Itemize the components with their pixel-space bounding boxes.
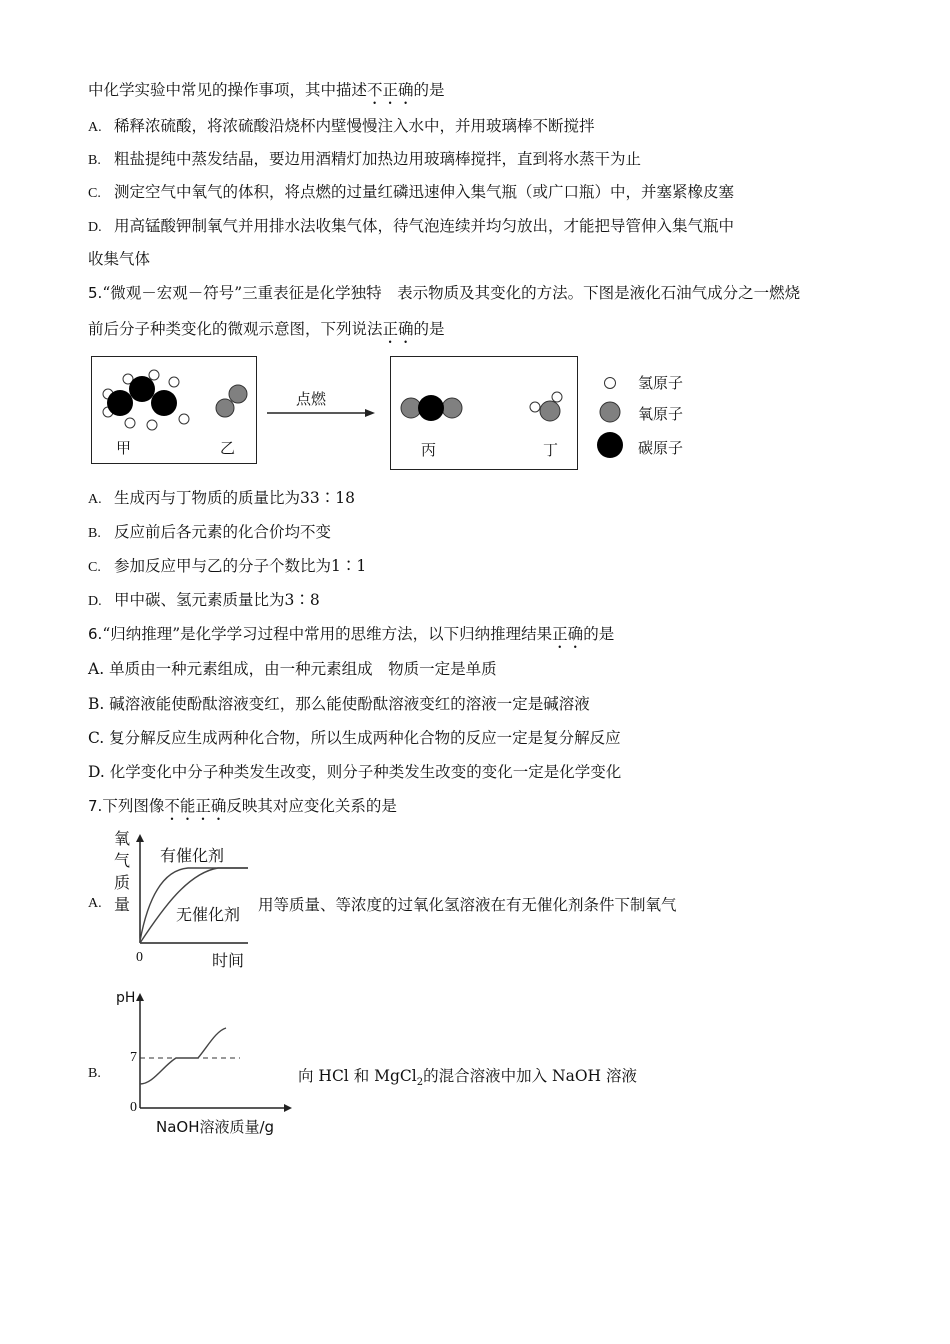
arrow-label: 点燃	[296, 390, 327, 408]
molecule-yi	[216, 385, 247, 417]
q6-number: 6.	[88, 625, 103, 643]
q6-stem: 6.“归纳推理”是化学学习过程中常用的思维方法，以下归纳推理结果正确的是	[88, 625, 615, 643]
chart-b-ylabel: pH	[116, 990, 136, 1006]
q7-chart-b	[108, 986, 298, 1136]
q5-stem-line1: 5.“微观－宏观－符号”三重表征是化学独特 表示物质及其变化的方法。下图是液化石油气成分之一燃烧	[88, 284, 801, 302]
hydrogen-legend-icon	[605, 378, 616, 389]
molecule-ding	[530, 392, 562, 421]
q7-chart-a	[108, 828, 258, 973]
q5-number: 5.	[88, 284, 103, 302]
q4-option-a[interactable]: A. 稀释浓硫酸，将浓硫酸沿烧杯内壁慢慢注入水中，并用玻璃棒不断搅拌	[88, 117, 595, 135]
chart-b-xlabel: NaOH溶液质量/g	[156, 1118, 275, 1136]
hydrogen-atom	[179, 414, 189, 424]
q4-stem-emphasis: 不正确	[367, 81, 414, 99]
label-jia: 甲	[116, 439, 132, 457]
q4-stem-end: 的是	[413, 81, 445, 99]
oxygen-legend-icon	[600, 402, 620, 422]
molecule-jia	[103, 370, 189, 430]
carbon-atom	[129, 376, 155, 402]
q6-stem-emphasis: 正确	[552, 625, 584, 643]
q7-option-a-label[interactable]: A.	[88, 896, 102, 911]
label-ding: 丁	[543, 441, 559, 459]
oxygen-atom	[442, 398, 462, 418]
q5-option-d[interactable]: D. 甲中碳、氢元素质量比为3∶8	[88, 591, 320, 609]
hydrogen-atom	[125, 418, 135, 428]
reactants-box	[91, 356, 257, 464]
q4-stem	[88, 79, 445, 108]
series-with-catalyst: 有催化剂	[160, 846, 225, 865]
q4-option-c[interactable]: C. 测定空气中氧气的体积，将点燃的过量红磷迅速伸入集气瓶（或广口瓶）中，并塞紧橡皮塞	[88, 183, 735, 201]
q5-option-c[interactable]: C. 参加反应甲与乙的分子个数比为1∶1	[88, 557, 367, 575]
q7-option-b-label[interactable]: B.	[88, 1066, 101, 1081]
q7-number: 7.	[88, 797, 103, 815]
q5-stem-line2: 前后分子种类变化的微观示意图，下列说法正确的是	[88, 320, 445, 338]
q7-option-b-text: 向 HCl 和 MgCl$_2$的混合溶液中加入 NaOH 溶液	[298, 1067, 637, 1089]
chart-b-tick-7: 7	[130, 1050, 137, 1065]
chart-b-origin: 0	[130, 1100, 137, 1115]
q4-option-b[interactable]: B. 粗盐提纯中蒸发结晶，要边用酒精灯加热边用玻璃棒搅拌，直到将水蒸干为止	[88, 150, 642, 168]
q6-option-b[interactable]: B. 碱溶液能使酚酞溶液变红，那么能使酚酞溶液变红的溶液一定是碱溶液	[88, 695, 590, 713]
ph-curve	[140, 1028, 226, 1084]
products-box	[390, 356, 578, 470]
q5-option-a[interactable]: A. 生成丙与丁物质的质量比为33∶18	[88, 489, 355, 507]
hydrogen-atom	[530, 402, 540, 412]
hydrogen-atom	[147, 420, 157, 430]
hydrogen-atom	[149, 370, 159, 380]
legend-carbon: 碳原子	[638, 439, 684, 457]
legend-hydrogen: 氢原子	[638, 374, 684, 392]
q5-stem-emphasis: 正确	[382, 320, 414, 338]
chart-a-y-arrow	[136, 834, 144, 842]
q7-option-a-text: 用等质量、等浓度的过氧化氢溶液在有无催化剂条件下制氧气	[258, 896, 677, 914]
q5-option-b[interactable]: B. 反应前后各元素的化合价均不变	[88, 523, 332, 541]
chart-a-ylabel: 氧气质量	[114, 829, 131, 914]
molecule-bing	[401, 395, 462, 421]
carbon-atom	[418, 395, 444, 421]
q4-stem-text: 中化学实验中常见的操作事项，其中描述	[88, 81, 368, 99]
legend-oxygen: 氧原子	[638, 405, 684, 423]
atom-legend	[594, 368, 714, 468]
q4-option-d[interactable]: D. 用高锰酸钾制氧气并用排水法收集气体，待气泡连续并均匀放出，才能把导管伸入集气瓶中	[88, 217, 735, 235]
chart-a-xlabel: 时间	[212, 951, 245, 970]
chart-a-origin: 0	[136, 950, 143, 965]
oxygen-atom	[229, 385, 247, 403]
hydrogen-atom	[552, 392, 562, 402]
chart-b-x-arrow	[284, 1104, 292, 1112]
carbon-atom	[107, 390, 133, 416]
oxygen-atom	[540, 401, 560, 421]
label-bing: 丙	[421, 441, 437, 459]
label-yi: 乙	[220, 439, 236, 457]
q6-option-d[interactable]: D. 化学变化中分子种类发生改变，则分子种类发生改变的变化一定是化学变化	[88, 763, 622, 781]
hydrogen-atom	[169, 377, 179, 387]
q7-stem-emphasis: 不能正确	[164, 797, 227, 815]
q6-option-c[interactable]: C. 复分解反应生成两种化合物，所以生成两种化合物的反应一定是复分解反应	[88, 729, 621, 747]
oxygen-atom	[216, 399, 234, 417]
chart-b-y-arrow	[136, 993, 144, 1001]
carbon-atom	[151, 390, 177, 416]
q7-stem: 7.下列图像不能正确反映其对应变化关系的是	[88, 797, 397, 815]
q4-option-d-continuation: 收集气体	[88, 250, 151, 268]
reaction-arrow	[265, 405, 377, 421]
series-without-catalyst: 无催化剂	[176, 905, 241, 924]
q6-option-a[interactable]: A. 单质由一种元素组成，由一种元素组成 物质一定是单质	[88, 660, 497, 678]
carbon-legend-icon	[597, 432, 623, 458]
